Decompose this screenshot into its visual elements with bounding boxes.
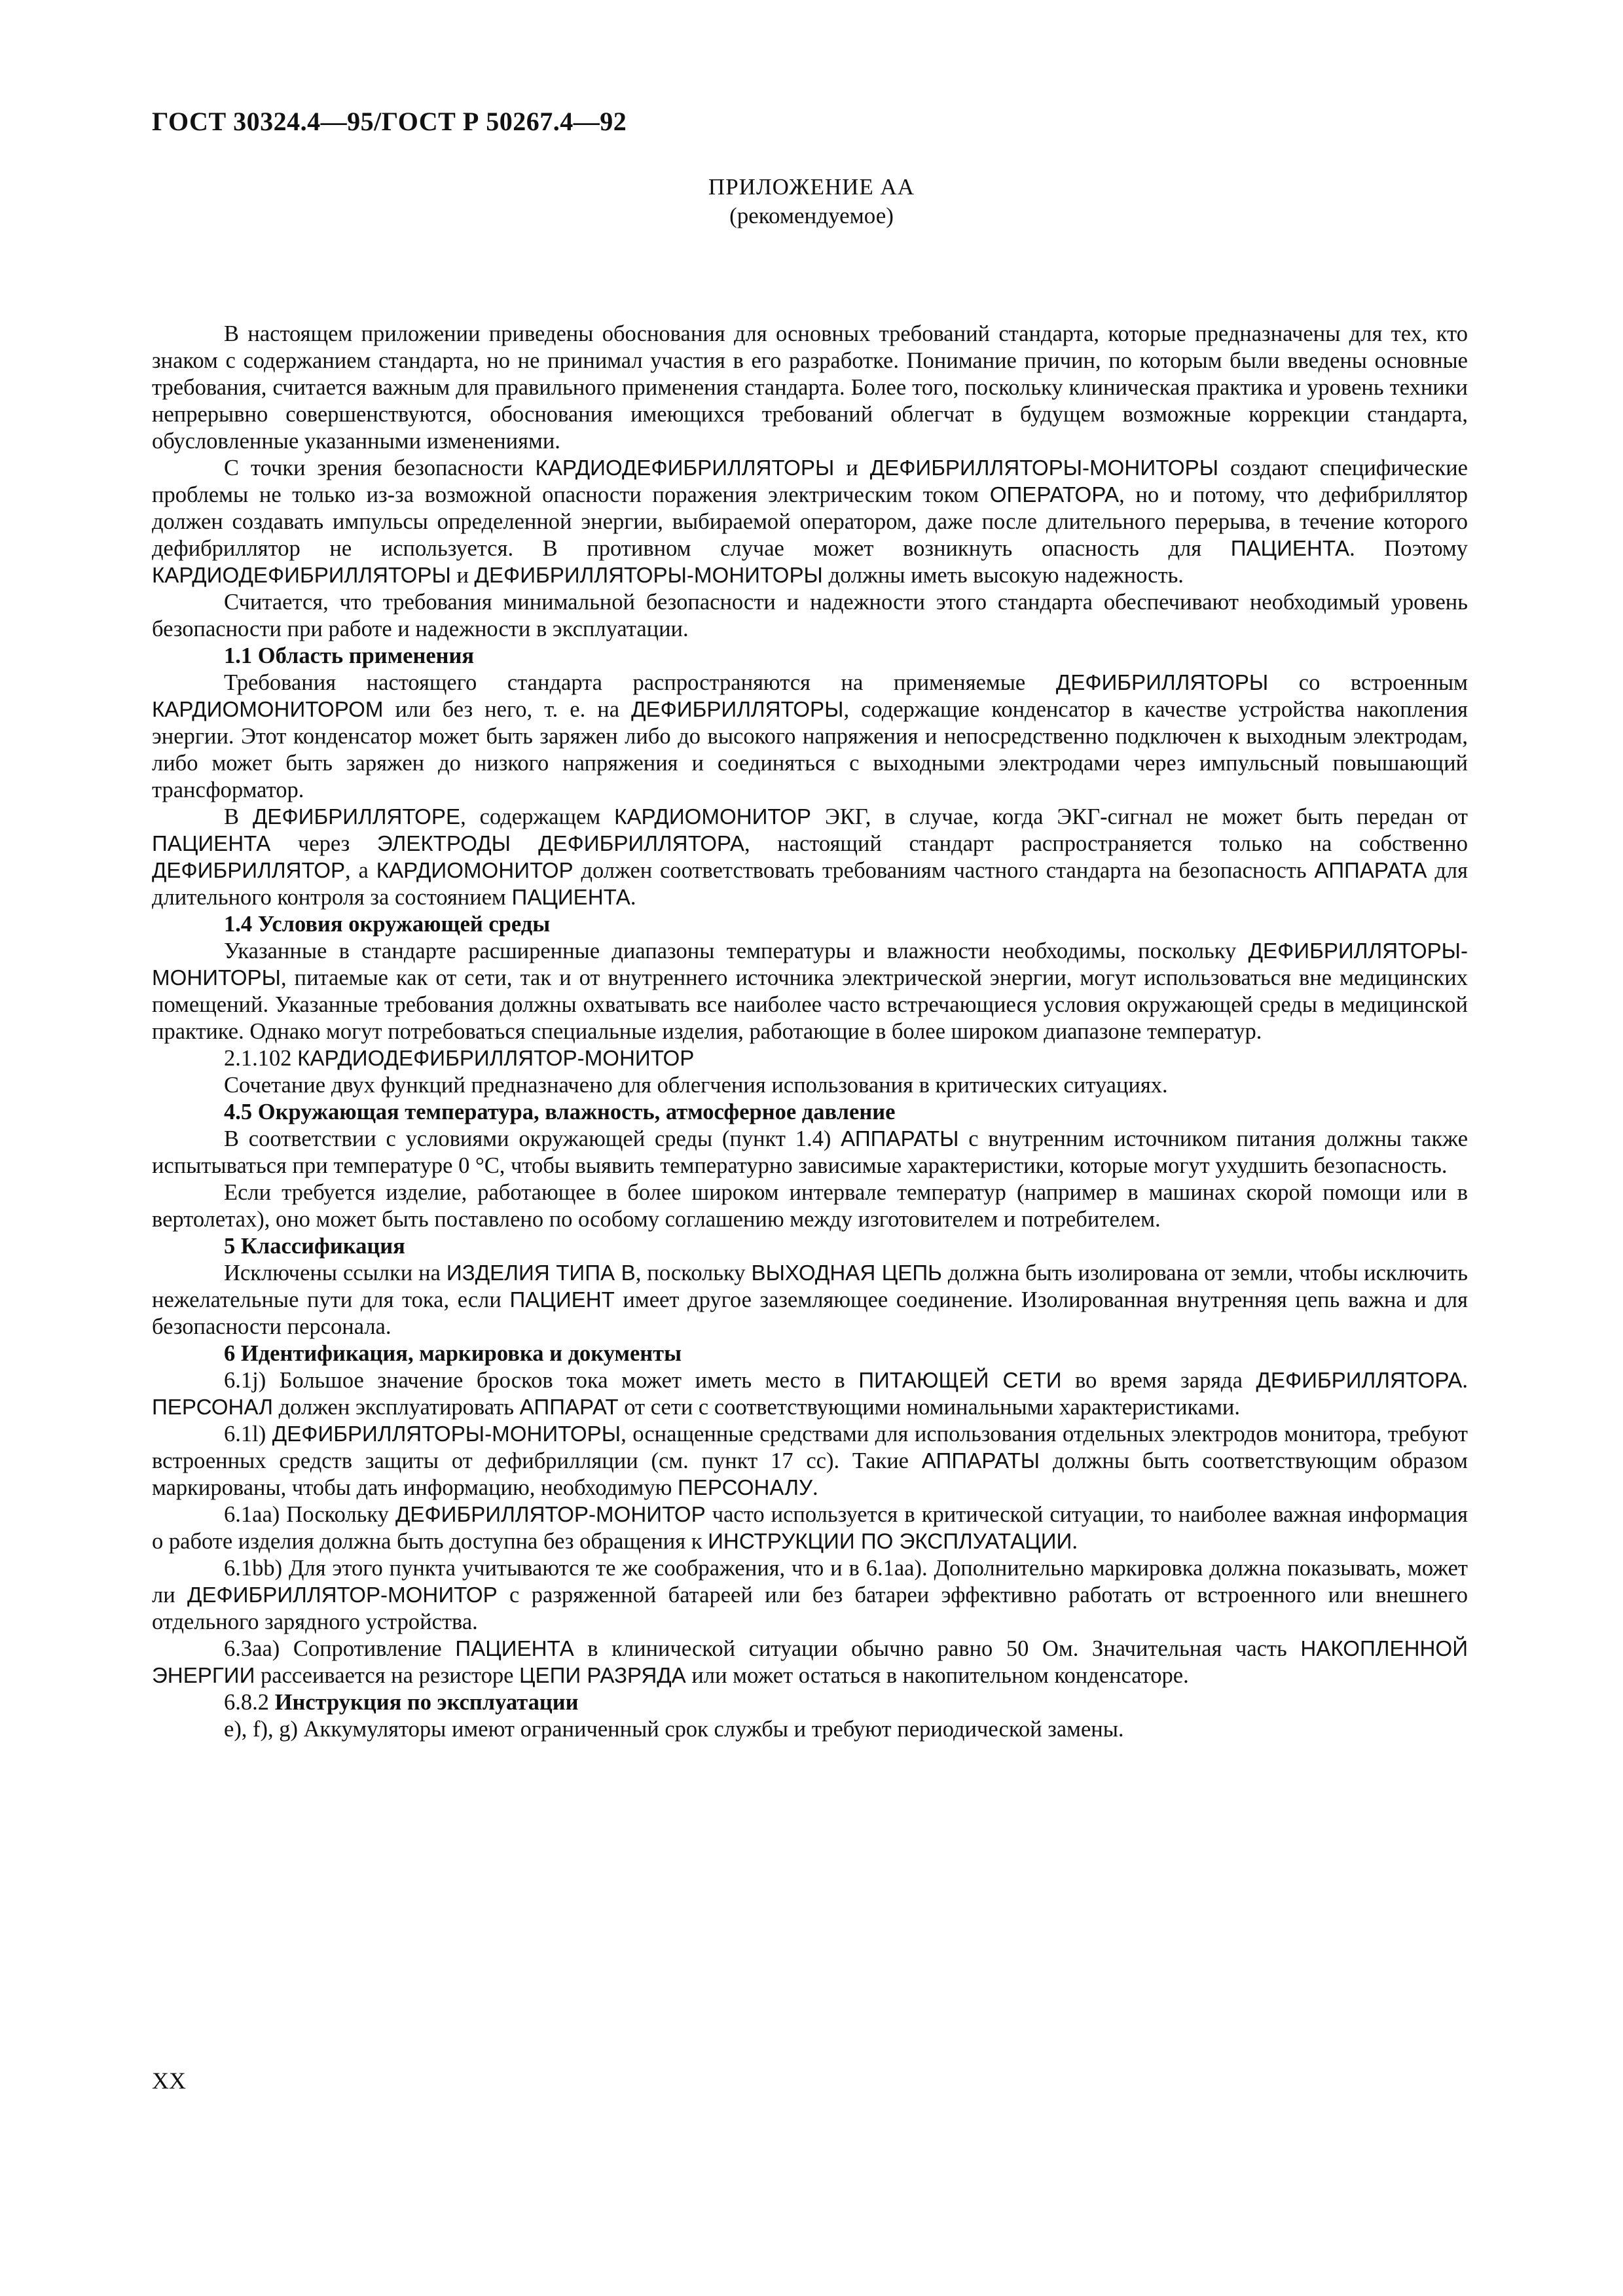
paragraph-ecg: В ДЕФИБРИЛЛЯТОРЕ, содержащем КАРДИОМОНИТОР ЭКГ, в случае, когда ЭКГ-сигнал не может быть передан от ПАЦИЕНТА через ЭЛЕКТРОДЫ ДЕФИБРИЛЛЯТОРА, настоящий стандарт распространяется только на собственно ДЕФИБРИЛЛЯТОР, а КАРДИОМОНИТОР должен соответствовать требованиям частного стандарта на безопасность АППАРАТА для длительного контроля за состоянием ПАЦИЕНТА. [152,804,1468,910]
document-body [152,321,1468,1743]
section-heading-1-1: 1.1 Область применения [224,643,475,668]
paragraph-6-1l: 6.1l) ДЕФИБРИЛЛЯТОРЫ-МОНИТОРЫ, оснащенные средствами для использования отдельных электродов монитора, требуют встроенных средств защиты от дефибрилляции (см. пункт 17 сс). Такие АППАРАТЫ должны быть соответствующим образом маркированы, чтобы дать информацию, необходимую ПЕРСОНАЛУ. [152,1422,1468,1500]
paragraph-6-1aa: 6.1аа) Поскольку ДЕФИБРИЛЛЯТОР-МОНИТОР часто используется в критической ситуации, то наиболее важная информация о работе изделия должна быть доступна без обращения к ИНСТРУКЦИИ ПО ЭКСПЛУАТАЦИИ. [152,1502,1468,1554]
appendix-heading [0,173,1623,230]
section-heading-2-1-102: 2.1.102 КАРДИОДЕФИБРИЛЛЯТОР-МОНИТОР [224,1046,695,1071]
paragraph-environment: Указанные в стандарте расширенные диапазоны температуры и влажности необходимы, поскольку ДЕФИБРИЛЛЯТОРЫ-МОНИТОРЫ, питаемые как от сети, так и от внутреннего источника электрической энергии, могут использоваться вне медицинских помещений. Указанные требования должны охватывать все наиболее часто встречающиеся условия окружающей среды в медицинской практике. Однако могут потребоваться специальные изделия, работающие в более широком диапазоне температур. [152,939,1468,1044]
section-heading-1-4: 1.4 Условия окружающей среды [224,912,551,937]
section-heading-4-5: 4.5 Окружающая температура, влажность, атмосферное давление [224,1100,896,1124]
paragraph-6-1bb: 6.1bb) Для этого пункта учитываются те же соображения, что и в 6.1аа). Дополнительно маркировка должна показывать, может ли ДЕФИБРИЛЛЯТОР-МОНИТОР с разряженной батареей или без батареи эффективно работать от встроенного или внешнего отдельного зарядного устройства. [152,1556,1468,1634]
paragraph-classification: Исключены ссылки на ИЗДЕЛИЯ ТИПА В, поскольку ВЫХОДНАЯ ЦЕПЬ должна быть изолирована от земли, чтобы исключить нежелательные пути для тока, если ПАЦИЕНТ имеет другое заземляющее соединение. Изолированная внутренняя цепь важна и для безопасности персонала. [152,1261,1468,1339]
document-code-header: ГОСТ 30324.4—95/ГОСТ Р 50267.4—92 [152,107,627,136]
paragraph-safety: С точки зрения безопасности КАРДИОДЕФИБРИЛЛЯТОРЫ и ДЕФИБРИЛЛЯТОРЫ-МОНИТОРЫ создают специфические проблемы не только из-за возможной опасности поражения электрическим током ОПЕРАТОРА, но и потому, что дефибриллятор должен создавать импульсы определенной энергии, выбираемой оператором, даже после длительного перерыва, в течение которого дефибриллятор не используется. В противном случае может возникнуть опасность для ПАЦИЕНТА. Поэтому КАРДИОДЕФИБРИЛЛЯТОРЫ и ДЕФИБРИЛЛЯТОРЫ-МОНИТОРЫ должны иметь высокую надежность. [152,456,1468,588]
paragraph-intro: В настоящем приложении приведены обоснования для основных требований стандарта, которые предназначены для тех, кто знаком с содержанием стандарта, но не принимал участия в его разработке. Понимание причин, по которым были введены основные требования, считается важным для правильного применения стандарта. Более того, поскольку клиническая практика и уровень техники непрерывно совершенствуются, обоснования имеющихся требований облегчат в будущем возможные коррекции стандарта, обусловленные указанными изменениями. [152,321,1468,454]
section-heading-5: 5 Классификация [224,1234,405,1259]
paragraph-wide-range: Если требуется изделие, работающее в более широком интервале температур (например в машинах скорой помощи или в вертолетах), оно может быть поставлено по особому соглашению между изготовителем и потребителем. [152,1180,1468,1232]
paragraph-reliability: Считается, что требования минимальной безопасности и надежности этого стандарта обеспечивают необходимый уровень безопасности при работе и надежности в эксплуатации. [152,590,1468,641]
paragraph-6-3aa: 6.3аа) Сопротивление ПАЦИЕНТА в клинической ситуации обычно равно 50 Ом. Значительная часть НАКОПЛЕННОЙ ЭНЕРГИИ рассеивается на резисторе ЦЕПИ РАЗРЯДА или может остаться в накопительном конденсаторе. [152,1636,1468,1688]
paragraph-temperature-test: В соответствии с условиями окружающей среды (пункт 1.4) АППАРАТЫ с внутренним источником питания должны также испытываться при температуре 0 °С, чтобы выявить температурно зависимые характеристики, которые могут ухудшить безопасность. [152,1126,1468,1178]
section-heading-6-8-2: 6.8.2 Инструкция по эксплуатации [224,1690,579,1715]
paragraph-batteries: е), f), g) Аккумуляторы имеют ограниченный срок службы и требуют периодической замены. [224,1717,1124,1742]
page-number: XX [152,2068,186,2094]
paragraph-scope: Требования настоящего стандарта распространяются на применяемые ДЕФИБРИЛЛЯТОРЫ со встроенным КАРДИОМОНИТОРОМ или без него, т. е. на ДЕФИБРИЛЛЯТОРЫ, содержащие конденсатор в качестве устройства накопления энергии. Этот конденсатор может быть заряжен либо до высокого напряжения и непосредственно подключен к выходным электродам, либо может быть заряжен до низкого напряжения и соединяться с выходными электродами через импульсный повышающий трансформатор. [152,670,1468,802]
appendix-subtitle: (рекомендуемое) [729,203,894,228]
paragraph-combination: Сочетание двух функций предназначено для облегчения использования в критических ситуациях. [224,1073,1168,1098]
section-heading-6: 6 Идентификация, маркировка и документы [224,1341,682,1366]
paragraph-6-1j: 6.1j) Большое значение бросков тока может иметь место в ПИТАЮЩЕЙ СЕТИ во время заряда ДЕФИБРИЛЛЯТОРА. ПЕРСОНАЛ должен эксплуатировать АППАРАТ от сети с соответствующими номинальными характеристиками. [152,1368,1468,1420]
appendix-title: ПРИЛОЖЕНИЕ АА [708,174,915,200]
